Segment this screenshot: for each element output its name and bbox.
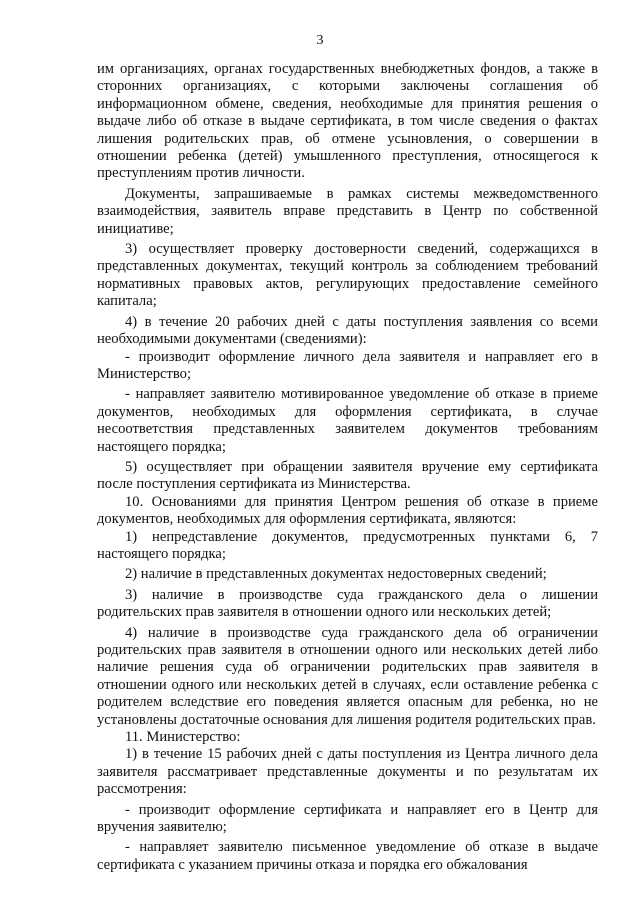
paragraph-dash-refusal-notice: - направляет заявителю мотивированное уведомление об отказе в приеме документов, необходимых для оформления сертификата, в случае несоответствия представленных заявителем документов требованиям настоящего порядка; [97, 386, 598, 455]
paragraph-item-4: 4) в течение 20 рабочих дней с даты поступления заявления со всеми необходимыми документами (сведениями): [97, 313, 598, 348]
paragraph-section-11: 11. Министерство: [125, 729, 241, 746]
paragraph-item-3: 3) осуществляет проверку достоверности сведений, содержащихся в представленных документах, текущий контроль за соблюдением требований нормативных правовых актов, регулирующих предоставление семейного капитала; [97, 241, 598, 310]
paragraph-continuation: им организациях, органах государственных внебюджетных фондов, а также в сторонних организациях, с которыми заключены соглашения об информационном обмене, сведения, необходимые для принятия решения о выдаче либо об отказе в выдаче сертификата, в том числе сведения о фактах лишения родительских прав, об отмене усыновления, о совершении в отношении ребенка (детей) умышленного преступления, относящегося к преступлениям против личности. [97, 61, 598, 182]
document-body [97, 61, 598, 874]
paragraph-grounds-3: 3) наличие в производстве суда гражданского дела о лишении родительских прав заявителя в отношении одного или нескольких детей; [97, 586, 598, 621]
page-number: 3 [316, 33, 324, 48]
paragraph-dash-issue-certificate: - производит оформление сертификата и направляет его в Центр для вручения заявителю; [97, 801, 598, 836]
paragraph-grounds-4: 4) наличие в производстве суда гражданского дела об ограничении родительских прав заявителя в отношении одного или нескольких детей либо наличие решения суда об ограничении родительских прав заявителя в отношении одного или нескольких детей в случаях, если оставление ребенка с родителем вследствие его поведения является опасным для ребенка, но не установлены достаточные основания для лишения родителя родительских прав. [97, 624, 598, 728]
paragraph-grounds-2: 2) наличие в представленных документах недостоверных сведений; [125, 566, 547, 583]
paragraph-section-10: 10. Основаниями для принятия Центром решения об отказе в приеме документов, необходимых для оформления сертификата, являются: [97, 493, 598, 528]
paragraph-grounds-1: 1) непредставление документов, предусмотренных пунктами 6, 7 настоящего порядка; [97, 528, 598, 562]
paragraph-dash-personal-file: - производит оформление личного дела заявителя и направляет его в Министерство; [97, 348, 598, 382]
paragraph-item-5: 5) осуществляет при обращении заявителя вручение ему сертификата после поступления сертификата из Министерства. [97, 458, 598, 493]
paragraph-ministry-item-1: 1) в течение 15 рабочих дней с даты поступления из Центра личного дела заявителя рассматривает представленные документы и по результатам их рассмотрения: [97, 746, 598, 798]
paragraph-documents-note: Документы, запрашиваемые в рамках системы межведомственного взаимодействия, заявитель вправе представить в Центр по собственной инициативе; [97, 185, 598, 237]
paragraph-dash-written-refusal: - направляет заявителю письменное уведомление об отказе в выдаче сертификата с указанием причины отказа и порядка его обжалования [97, 839, 598, 873]
